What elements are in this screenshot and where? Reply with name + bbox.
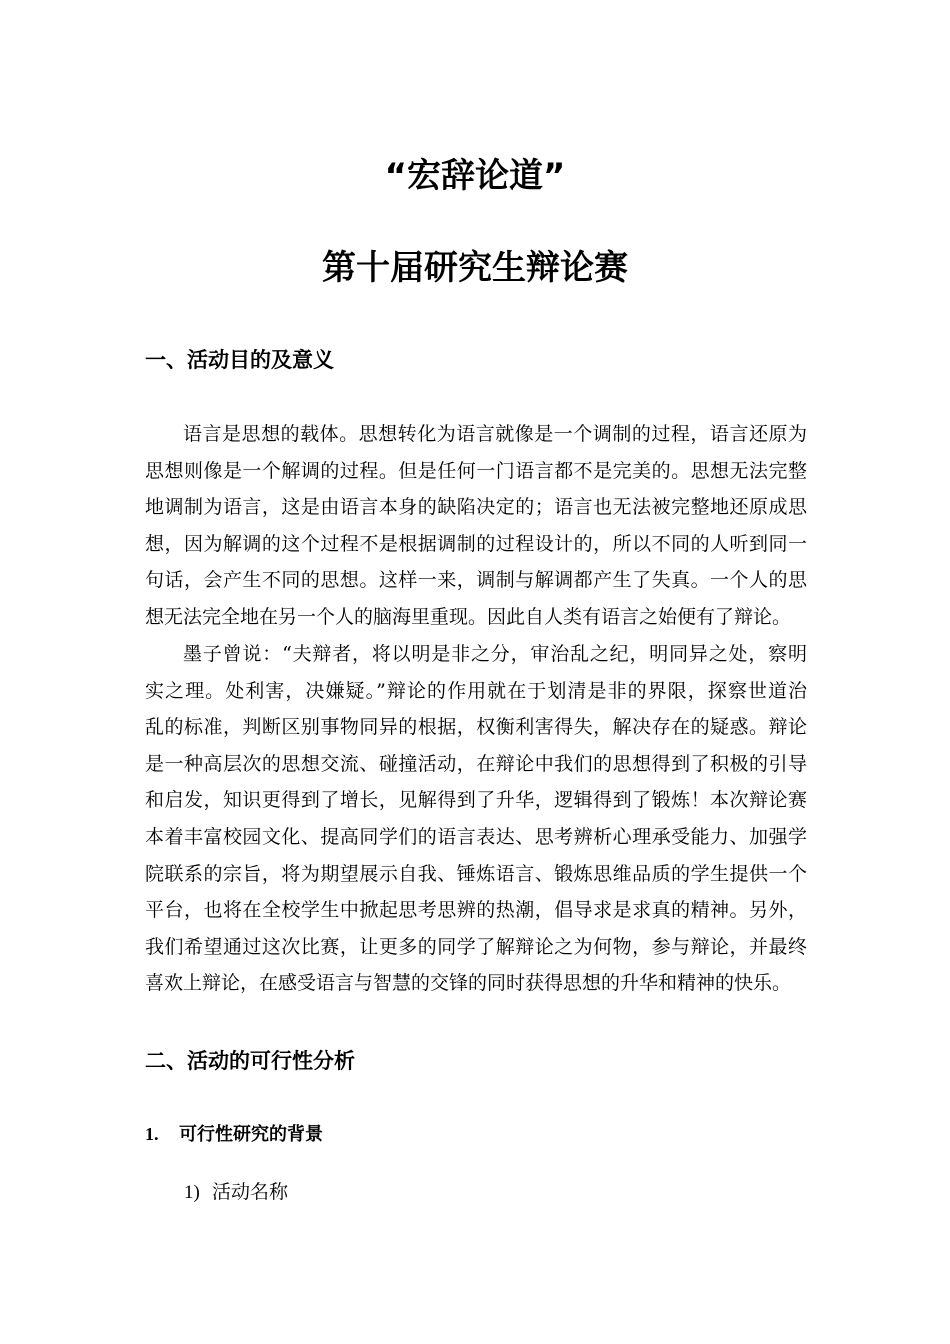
document-title-line2: 第十届研究生辩论赛 — [322, 248, 628, 288]
paragraph-line: 本着丰富校园文化、提高同学们的语言表达、思考辨析心理承受能力、加强学 — [145, 825, 807, 848]
paragraph-line: 思想则像是一个解调的过程。但是任何一门语言都不是完美的。思想无法完整 — [145, 459, 807, 482]
document-title-line1: “宏辞论道” — [384, 156, 566, 196]
section1-paragraph1 — [145, 416, 807, 636]
paragraph-line: 喜欢上辩论，在感受语言与智慧的交锋的同时获得思想的升华和精神的快乐。 — [145, 972, 792, 995]
section1-heading: 一、活动目的及意义 — [145, 348, 334, 372]
subsection1-heading — [145, 1121, 323, 1148]
list-item-text: 活动名称 — [212, 1181, 289, 1203]
paragraph-line: 院联系的宗旨，将为期望展示自我、锤炼语言、锻炼思维品质的学生提供一个 — [145, 862, 807, 885]
paragraph-line: 实之理。处利害，决嫌疑。”辩论的作用就在于划清是非的界限，探察世道治 — [145, 679, 807, 702]
paragraph-line: 平台，也将在全校学生中掀起思考思辨的热潮，倡导求是求真的精神。另外， — [145, 899, 807, 922]
section2-heading: 二、活动的可行性分析 — [145, 1049, 355, 1073]
paragraph-line: 语言是思想的载体。思想转化为语言就像是一个调制的过程，语言还原为 — [183, 423, 807, 445]
paragraph-line: 和启发，知识更得到了增长，见解得到了升华，逻辑得到了锻炼！本次辩论赛 — [145, 789, 807, 812]
paragraph-line: 句话，会产生不同的思想。这样一来，调制与解调都产生了失真。一个人的思 — [145, 569, 807, 592]
paragraph-line: 想，因为解调的这个过程不是根据调制的过程设计的，所以不同的人听到同一 — [145, 532, 807, 555]
list-marker: 1) — [184, 1182, 200, 1203]
subsection-title: 可行性研究的背景 — [179, 1124, 323, 1145]
paragraph-line: 乱的标准，判断区别事物同异的根据，权衡利害得失，解决存在的疑惑。辩论 — [145, 716, 807, 739]
subsection-number: 1. — [145, 1124, 159, 1144]
section1-paragraph2 — [145, 636, 807, 1002]
paragraph-line: 是一种高层次的思想交流、碰撞活动，在辩论中我们的思想得到了积极的引导 — [145, 752, 807, 775]
list-item — [184, 1178, 288, 1207]
paragraph-line: 地调制为语言，这是由语言本身的缺陷决定的；语言也无法被完整地还原成思 — [145, 496, 807, 519]
paragraph-line: 我们希望通过这次比赛，让更多的同学了解辩论之为何物，参与辩论，并最终 — [145, 935, 807, 958]
paragraph-line: 墨子曾说：“夫辩者，将以明是非之分，审治乱之纪，明同异之处，察明 — [183, 643, 807, 665]
paragraph-line: 想无法完全地在另一个人的脑海里重现。因此自人类有语言之始便有了辩论。 — [145, 605, 792, 628]
